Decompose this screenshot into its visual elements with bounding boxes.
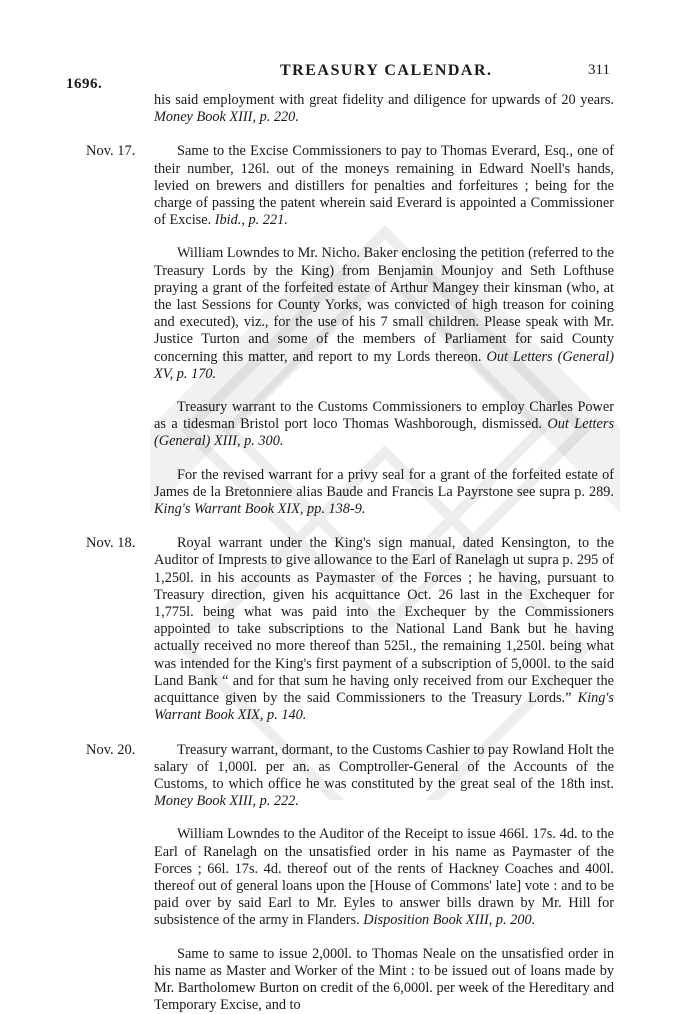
paragraph: Same to the Excise Commissioners to pay to Thomas Everard, Esq., one of their number, 126l. out of the moneys remaining in Edward Noell's hands, levied on brewers and distillers for penalties and forfeitures ; being for the charge of passing the patent wherein said Everard is appointed a Commissioner of Excise. Ibid., p. 221. [154, 143, 614, 229]
page-header [0, 52, 674, 92]
entry-date: Nov. 20. [86, 742, 135, 759]
entry-date: Nov. 17. [86, 143, 135, 160]
paragraph: Treasury warrant, dormant, to the Customs Cashier to pay Rowland Holt the salary of 1,000l. per an. as Comptroller-General of the Accounts of the Customs, to which office he was constituted by the great seal of the 18th inst. Money Book XIII, p. 222. [154, 742, 614, 811]
entry-date: Nov. 18. [86, 535, 135, 552]
paragraph: For the revised warrant for a privy seal for a grant of the forfeited estate of James de la Bretonniere alias Baude and Francis La Payrstone see supra p. 289. King's Warrant Book XIX, pp. 138-9. [154, 467, 614, 519]
paragraph: William Lowndes to the Auditor of the Receipt to issue 466l. 17s. 4d. to the Earl of Ranelagh on the unsatisfied order in his name as Paymaster of the Forces ; 66l. 17s. 4d. thereof out of the rents of Hackney Coaches and 400l. thereof out of general loans upon the [House of Commons' late] vote : and to be paid over by said Earl to Mr. Eyles to answer bills drawn by Mr. Hill for subsistence of the army in Flanders. Disposition Book XIII, p. 200. [154, 826, 614, 929]
entry-nov-20 [0, 742, 674, 1014]
entry-continuation [0, 92, 674, 126]
page-body [0, 92, 674, 1014]
paragraph: Same to same to issue 2,000l. to Thomas Neale on the unsatisfied order in his name as Master and Worker of the Mint : to be issued out of loans made by Mr. Bartholomew Burton on credit of the 6,000l. per week of the Hereditary and Temporary Excise, and to [154, 946, 614, 1014]
paragraph: William Lowndes to Mr. Nicho. Baker enclosing the petition (referred to the Treasury Lords by the King) from Benjamin Mounjoy and Seth Lofthuse praying a grant of the forfeited estate of Arthur Mangey their kinsman (who, at the last Sessions for County Yorks, was convicted of high treason for coining and executed), viz., for the use of his 7 small children. Please speak with Mr. Justice Turton and some of the members of Parliament for said County concerning this matter, and report to my Lords thereon. Out Letters (General) XV, p. 170. [154, 245, 614, 383]
paragraph: his said employment with great fidelity and diligence for upwards of 20 years. Money Book XIII, p. 220. [154, 92, 614, 126]
paragraph: Treasury warrant to the Customs Commissioners to employ Charles Power as a tidesman Bristol port loco Thomas Washborough, dismissed. Out Letters (General) XIII, p. 300. [154, 399, 614, 451]
entry-nov-18 [0, 535, 674, 724]
paragraph: Royal warrant under the King's sign manual, dated Kensington, to the Auditor of Imprests to give allowance to the Earl of Ranelagh ut supra p. 295 of 1,250l. in his accounts as Paymaster of the Forces ; he having, pursuant to Treasury direction, given his acquittance Oct. 26 last in the Exchequer for 1,775l. being what was paid into the Exchequer by the Commissioners appointed to take subscriptions to the National Land Bank but he having actually received no more thereof than 525l., the remaining 1,250l. being what was intended for the King's first payment of a subscription of 5,000l. to the said Land Bank “ and for that sum he having only received from our Exchequer the acquittance given by the said Commissioners to the Treasury Lords.” King's Warrant Book XIX, p. 140. [154, 535, 614, 724]
header-year: 1696. [66, 76, 102, 93]
entry-nov-17 [0, 143, 674, 518]
header-page-number: 311 [588, 62, 610, 79]
header-title: TREASURY CALENDAR. [280, 62, 493, 80]
